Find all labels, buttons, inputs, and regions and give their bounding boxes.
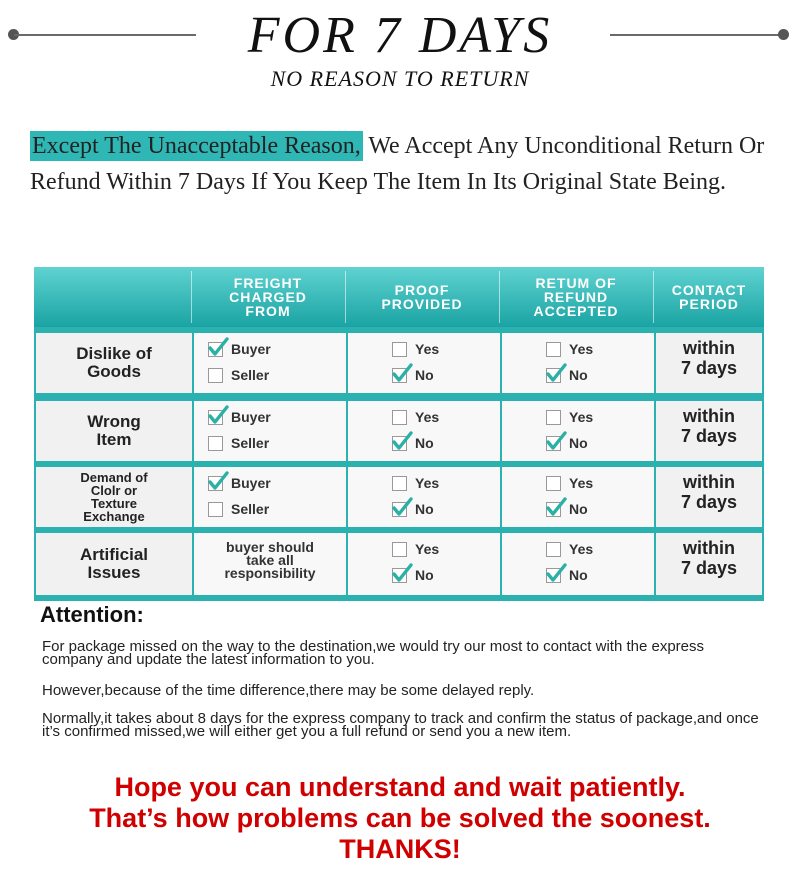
option-label: Yes: [569, 541, 594, 557]
option-label: Yes: [415, 409, 440, 425]
option-label: No: [569, 501, 588, 517]
contact-period: within 7 days: [680, 406, 738, 446]
checkmark-icon: [207, 336, 229, 358]
proof-option-yes[interactable]: [392, 339, 439, 359]
intro-rest: We Accept Any Unconditional Return Or Refund Within 7 Days If You Keep The Item In Its Original State Being.: [30, 133, 765, 195]
option-label: Yes: [415, 475, 440, 491]
refund-option-no[interactable]: [546, 365, 588, 385]
closing-line-2: That’s how problems can be solved the soonest.: [89, 803, 711, 833]
option-label: Buyer: [231, 409, 271, 425]
attention-title: Attention:: [40, 602, 144, 627]
page-subtitle: NO REASON TO RETURN: [270, 66, 530, 91]
checkmark-icon: [545, 562, 567, 584]
checkbox[interactable]: [546, 542, 561, 557]
option-label: Yes: [569, 475, 594, 491]
attention-paragraph-2: However,because of the time difference,there may be some delayed reply.: [42, 682, 535, 699]
checkmark-icon: [545, 496, 567, 518]
refund-option-yes[interactable]: [546, 473, 593, 493]
intro-text: [30, 128, 770, 200]
proof-option-yes[interactable]: [392, 407, 439, 427]
attention-paragraph-1: For package missed on the way to the destination,we would try our most to contact with the express company and update the latest information to you.: [42, 638, 704, 668]
checkbox[interactable]: [546, 502, 561, 517]
table-row: [36, 533, 762, 595]
checkbox[interactable]: [208, 410, 223, 425]
period-cell: [656, 467, 762, 527]
freight-option-seller[interactable]: [208, 499, 269, 519]
proof-cell: [348, 533, 500, 595]
checkmark-icon: [391, 562, 413, 584]
checkbox[interactable]: [546, 436, 561, 451]
freight-option-seller[interactable]: [208, 365, 269, 385]
header-divider: [191, 271, 192, 323]
freight-option-buyer[interactable]: [208, 339, 271, 359]
proof-option-no[interactable]: [392, 565, 434, 585]
period-cell: [656, 401, 762, 461]
proof-cell: [348, 467, 500, 527]
refund-cell: [502, 333, 654, 393]
option-label: Buyer: [231, 341, 271, 357]
checkbox[interactable]: [546, 410, 561, 425]
option-label: Yes: [415, 341, 440, 357]
checkbox[interactable]: [208, 476, 223, 491]
attention-paragraph-3: Normally,it takes about 8 days for the express company to track and confirm the status of package,and once it’s confirmed missed,we will either get you a full refund or send you a new item.: [42, 710, 759, 740]
checkbox[interactable]: [392, 502, 407, 517]
closing-line-1: Hope you can understand and wait patiently.: [114, 772, 686, 802]
refund-cell: [502, 533, 654, 595]
checkbox[interactable]: [392, 342, 407, 357]
proof-option-no[interactable]: [392, 499, 434, 519]
header-proof: PROOF PROVIDED: [381, 282, 463, 312]
table-row: [36, 467, 762, 527]
freight-option-seller[interactable]: [208, 433, 269, 453]
checkbox[interactable]: [208, 342, 223, 357]
closing-line-3: THANKS!: [339, 834, 461, 864]
option-label: Seller: [231, 501, 270, 517]
header-freight: FREIGHT CHARGED FROM: [229, 275, 307, 319]
reason-cell: Wrong Item: [36, 401, 192, 461]
contact-period: within 7 days: [680, 538, 738, 578]
reason-cell: Demand of Clolr or Texture Exchange: [36, 467, 192, 527]
option-label: No: [415, 435, 434, 451]
freight-cell: [194, 467, 346, 527]
freight-cell: [194, 333, 346, 393]
closing-message: [0, 772, 800, 865]
checkbox[interactable]: [546, 342, 561, 357]
option-label: Seller: [231, 435, 270, 451]
proof-option-yes[interactable]: [392, 473, 439, 493]
table-row: [36, 401, 762, 461]
checkbox[interactable]: [546, 568, 561, 583]
proof-option-no[interactable]: [392, 433, 434, 453]
return-policy-table: [34, 267, 764, 601]
checkbox[interactable]: [392, 368, 407, 383]
option-label: No: [569, 567, 588, 583]
checkbox[interactable]: [392, 476, 407, 491]
refund-option-no[interactable]: [546, 433, 588, 453]
option-label: Yes: [569, 409, 594, 425]
contact-period: within 7 days: [680, 472, 738, 512]
header-divider: [499, 271, 500, 323]
freight-option-buyer[interactable]: [208, 407, 271, 427]
refund-cell: [502, 467, 654, 527]
reason-cell: Artificial Issues: [36, 533, 192, 595]
checkmark-icon: [391, 430, 413, 452]
checkmark-icon: [545, 362, 567, 384]
checkbox[interactable]: [392, 436, 407, 451]
reason-cell: Dislike of Goods: [36, 333, 192, 393]
option-label: No: [415, 367, 434, 383]
option-label: No: [569, 367, 588, 383]
checkbox[interactable]: [392, 410, 407, 425]
table-row: [36, 333, 762, 393]
refund-option-yes[interactable]: [546, 407, 593, 427]
proof-option-yes[interactable]: [392, 539, 439, 559]
freight-cell: [194, 401, 346, 461]
proof-option-no[interactable]: [392, 365, 434, 385]
checkmark-icon: [545, 430, 567, 452]
checkmark-icon: [207, 404, 229, 426]
option-label: No: [415, 501, 434, 517]
checkbox[interactable]: [392, 568, 407, 583]
checkmark-icon: [391, 362, 413, 384]
option-label: Yes: [569, 341, 594, 357]
header-refund: RETUM OF REFUND ACCEPTED: [533, 275, 619, 319]
proof-cell: [348, 401, 500, 461]
freight-option-buyer[interactable]: [208, 473, 271, 493]
refund-option-no[interactable]: [546, 565, 588, 585]
checkbox[interactable]: [208, 368, 223, 383]
option-label: No: [569, 435, 588, 451]
freight-cell: [194, 533, 346, 595]
checkmark-icon: [207, 470, 229, 492]
refund-option-yes[interactable]: [546, 339, 593, 359]
checkmark-icon: [391, 496, 413, 518]
checkbox[interactable]: [208, 436, 223, 451]
checkbox[interactable]: [546, 476, 561, 491]
responsibility-text: buyer should take all responsibility: [224, 539, 316, 581]
refund-option-yes[interactable]: [546, 539, 593, 559]
option-label: Yes: [415, 541, 440, 557]
period-cell: [656, 533, 762, 595]
checkbox[interactable]: [546, 368, 561, 383]
period-cell: [656, 333, 762, 393]
header-divider: [653, 271, 654, 323]
checkbox[interactable]: [208, 502, 223, 517]
proof-cell: [348, 333, 500, 393]
option-label: Buyer: [231, 475, 271, 491]
header-period: CONTACT PERIOD: [671, 282, 747, 312]
intro-highlight: Except The Unacceptable Reason,: [32, 133, 361, 159]
option-label: No: [415, 567, 434, 583]
checkbox[interactable]: [392, 542, 407, 557]
table-header: [34, 267, 764, 327]
contact-period: within 7 days: [680, 338, 738, 378]
refund-option-no[interactable]: [546, 499, 588, 519]
header-divider: [345, 271, 346, 323]
option-label: Seller: [231, 367, 270, 383]
refund-cell: [502, 401, 654, 461]
page-title: FOR 7 DAYS: [247, 7, 553, 64]
